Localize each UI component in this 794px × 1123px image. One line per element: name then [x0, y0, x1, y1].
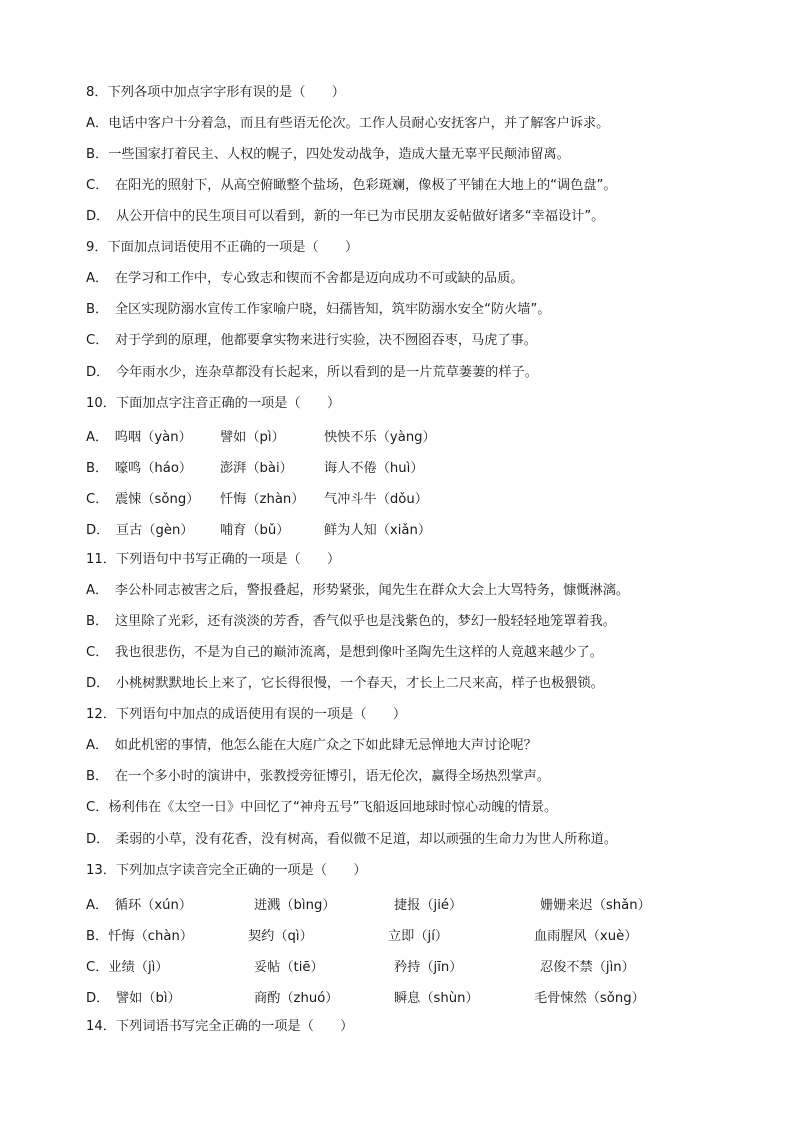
question-9-option-c: C． 对于学到的原理，他都要拿实物来进行实验，决不囫囵吞枣，马虎了事。 — [86, 333, 537, 348]
option-term: 忏悔（zhàn） — [220, 492, 305, 507]
question-11-option-d: D． 小桃树默默地长上来了，它长得很慢，一个春天，才长上二尺来高，样子也极猥锁。 — [86, 676, 604, 691]
option-term: 诲人不倦（huì） — [324, 461, 424, 476]
option-term: 瞬息（shùn） — [394, 991, 479, 1006]
question-14-stem: 14．下列词语书写完全正确的一项是（ ） — [86, 1019, 354, 1034]
question-8-option-a: A．电话中客户十分着急，而且有些语无伦次。工作人员耐心安抚客户，并了解客户诉求。 — [86, 116, 610, 131]
option-term: A． 呜咽（yàn） — [86, 430, 192, 445]
option-term: 譬如（pì） — [220, 430, 285, 445]
option-term: C． 震悚（sǒng） — [86, 492, 200, 507]
question-8-option-c: C． 在阳光的照射下，从高空俯瞰整个盐场，色彩斑斓，像极了平铺在大地上的“调色盘”。 — [86, 178, 617, 193]
question-12-option-c: C．杨利伟在《太空一日》中回忆了“神舟五号”飞船返回地球时惊心动魄的情景。 — [86, 800, 558, 815]
question-8-option-b: B．一些国家打着民主、人权的幌子，四处发动战争，造成大量无辜平民颠沛留离。 — [86, 147, 570, 162]
option-term: 姗姗来迟（shǎn） — [540, 898, 651, 913]
option-term: 商酌（zhuó） — [254, 991, 339, 1006]
question-11-option-b: B． 这里除了光彩，还有淡淡的芳香，香气似乎也是浅紫色的，梦幻一般轻轻地笼罩着我。 — [86, 614, 616, 629]
question-12-option-d: D． 柔弱的小草，没有花香，没有树高，看似微不足道，却以顽强的生命力为世人所称道。 — [86, 832, 618, 847]
option-term: B．忏悔（chàn） — [86, 929, 194, 944]
option-term: 澎湃（bài） — [220, 461, 293, 476]
question-9-option-b: B． 全区实现防溺水宣传工作家喻户晓，妇孺皆知，筑牢防溺水安全“防火墙”。 — [86, 302, 551, 317]
question-9-option-a: A． 在学习和工作中，专心致志和锲而不舍都是迈向成功不可或缺的品质。 — [86, 271, 524, 286]
question-12-stem: 12．下列语句中加点的成语使用有误的一项是（ ） — [86, 707, 407, 722]
question-9-stem: 9．下面加点词语使用不正确的一项是（ ） — [86, 240, 359, 255]
option-term: 捷报（jié） — [394, 898, 463, 913]
question-12-option-a: A． 如此机密的事情，他怎么能在大庭广众之下如此肆无忌惮地大声讨论呢？ — [86, 738, 537, 753]
option-term: 气冲斗牛（dǒu） — [324, 492, 428, 507]
option-term: C．业绩（jì） — [86, 960, 169, 975]
option-term: 立即（jí） — [388, 929, 449, 944]
question-11-option-c: C． 我也很悲伤，不是为自己的巅沛流离，是想到像叶圣陶先生这样的人竟越来越少了。 — [86, 645, 603, 660]
option-term: 矜持（jīn） — [394, 960, 463, 975]
option-term: A． 循环（xún） — [86, 898, 193, 913]
question-8-stem: 8．下列各项中加点字字形有误的是（ ） — [86, 85, 345, 100]
question-9-option-d: D． 今年雨水少，连杂草都没有长起来，所以看到的是一片荒草萋萋的样子。 — [86, 365, 538, 380]
option-term: 忍俊不禁（jìn） — [540, 960, 635, 975]
option-term: 毛骨悚然（sǒng） — [534, 991, 645, 1006]
option-term: B． 嚎鸣（háo） — [86, 461, 193, 476]
question-13-stem: 13．下列加点字读音完全正确的一项是（ ） — [86, 863, 367, 878]
option-term: 血雨腥风（xuè） — [534, 929, 638, 944]
option-term: 契约（qì） — [248, 929, 313, 944]
option-term: 怏怏不乐（yàng） — [324, 430, 436, 445]
option-term: D． 譬如（bì） — [86, 991, 181, 1006]
option-term: D． 亘古（gèn） — [86, 523, 194, 538]
option-term: 哺育（bǔ） — [220, 523, 290, 538]
question-12-option-b: B． 在一个多小时的演讲中，张教授旁征博引，语无伦次，赢得全场热烈掌声。 — [86, 769, 551, 784]
question-10-stem: 10．下面加点字注音正确的一项是（ ） — [86, 396, 341, 411]
question-11-stem: 11．下列语句中书写正确的一项是（ ） — [86, 552, 341, 567]
option-term: 鲜为人知（xiǎn） — [324, 523, 432, 538]
option-term: 妥帖（tiē） — [254, 960, 324, 975]
question-11-option-a: A． 李公朴同志被害之后，警报叠起，形势紧张，闻先生在群众大会上大骂特务，慷慨淋漓。 — [86, 583, 630, 598]
question-8-option-d: D． 从公开信中的民生项目可以看到，新的一年已为市民朋友妥帖做好诸多“幸福设计”。 — [86, 209, 605, 224]
option-term: 迸溅（bìng） — [254, 898, 336, 913]
